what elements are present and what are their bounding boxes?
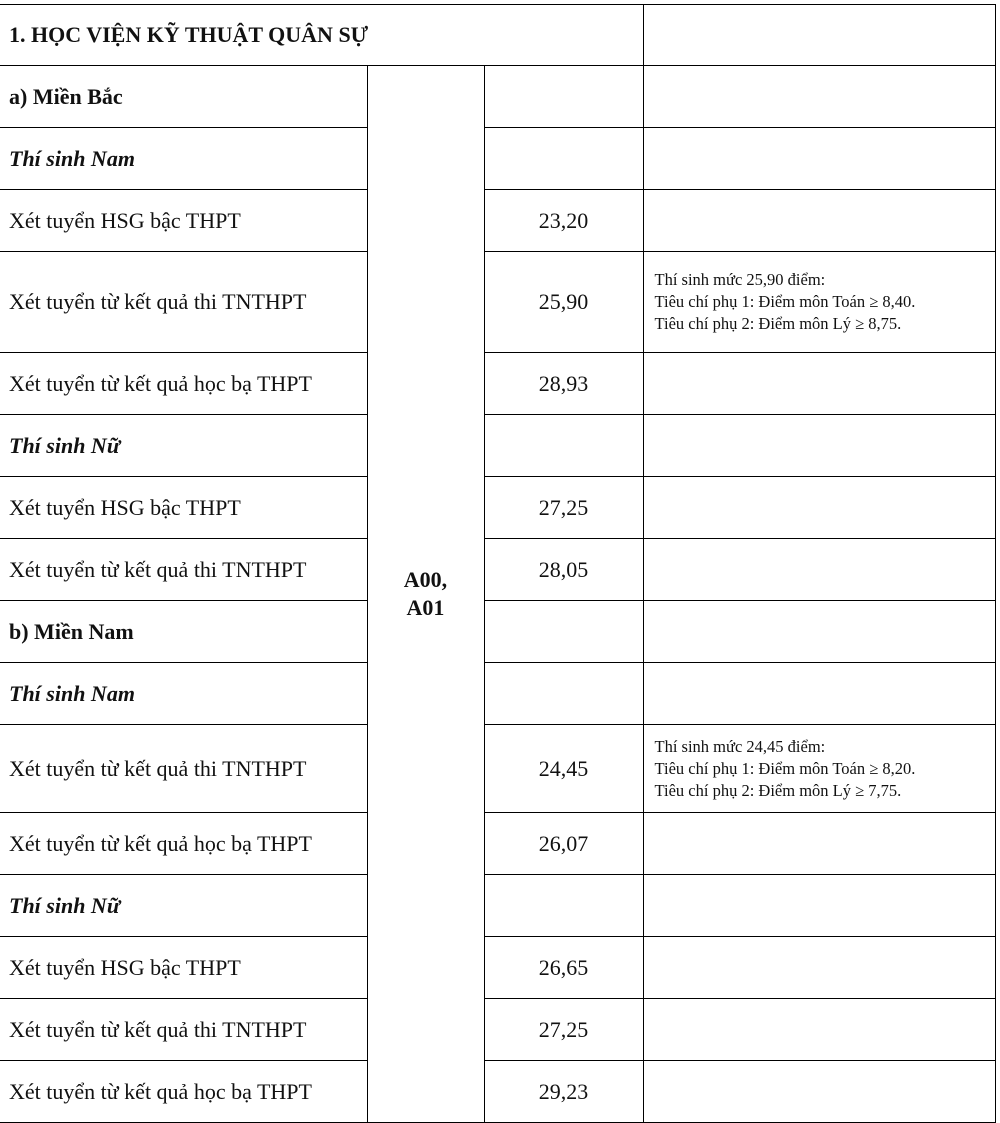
note-cell [643, 66, 995, 128]
admission-method-label: Xét tuyển từ kết quả học bạ THPT [0, 353, 367, 415]
score-cell [484, 66, 643, 128]
table-row [0, 353, 995, 415]
gender-label: Thí sinh Nam [0, 128, 367, 190]
table-row [0, 813, 995, 875]
note-cell [643, 415, 995, 477]
admission-method-label: Xét tuyển từ kết quả thi TNTHPT [0, 252, 367, 353]
note-cell [643, 353, 995, 415]
admission-method-label: Xét tuyển từ kết quả học bạ THPT [0, 813, 367, 875]
subject-group-line1: A00, [403, 567, 448, 592]
table-row [0, 190, 995, 252]
title-row [0, 5, 995, 66]
table-body [0, 5, 995, 1123]
note-cell [643, 128, 995, 190]
score-cell: 26,07 [484, 813, 643, 875]
score-cell [484, 415, 643, 477]
note-cell [643, 663, 995, 725]
region-label: b) Miền Nam [0, 601, 367, 663]
admission-method-label: Xét tuyển từ kết quả thi TNTHPT [0, 725, 367, 813]
gender-label: Thí sinh Nữ [0, 415, 367, 477]
note-cell [643, 601, 995, 663]
admission-method-label: Xét tuyển HSG bậc THPT [0, 190, 367, 252]
note-cell [643, 477, 995, 539]
section-title: 1. HỌC VIỆN KỸ THUẬT QUÂN SỰ [0, 5, 643, 66]
table-row [0, 252, 995, 353]
admission-method-label: Xét tuyển HSG bậc THPT [0, 937, 367, 999]
admission-method-label: Xét tuyển từ kết quả học bạ THPT [0, 1061, 367, 1123]
note-line: Thí sinh mức 25,90 điểm: [654, 270, 826, 289]
note-cell [643, 875, 995, 937]
note-cell [643, 937, 995, 999]
table-row [0, 128, 995, 190]
score-cell: 24,45 [484, 725, 643, 813]
admission-method-label: Xét tuyển HSG bậc THPT [0, 477, 367, 539]
score-cell: 29,23 [484, 1061, 643, 1123]
score-cell: 28,93 [484, 353, 643, 415]
admission-method-label: Xét tuyển từ kết quả thi TNTHPT [0, 539, 367, 601]
gender-label: Thí sinh Nữ [0, 875, 367, 937]
note-cell [643, 813, 995, 875]
table-row [0, 875, 995, 937]
table-row [0, 725, 995, 813]
score-cell: 28,05 [484, 539, 643, 601]
region-label: a) Miền Bắc [0, 66, 367, 128]
table-row [0, 66, 995, 128]
note-line: Tiêu chí phụ 2: Điểm môn Lý ≥ 8,75. [654, 314, 902, 333]
score-cell: 25,90 [484, 252, 643, 353]
table-row [0, 1061, 995, 1123]
table-row [0, 539, 995, 601]
table-row [0, 601, 995, 663]
score-cell: 26,65 [484, 937, 643, 999]
note-line: Tiêu chí phụ 1: Điểm môn Toán ≥ 8,40. [654, 292, 916, 311]
admission-method-label: Xét tuyển từ kết quả thi TNTHPT [0, 999, 367, 1061]
score-cell [484, 663, 643, 725]
subject-group-line2: A01 [406, 595, 445, 620]
admission-score-table [0, 4, 996, 1123]
score-cell: 27,25 [484, 477, 643, 539]
score-cell [484, 601, 643, 663]
note-cell [643, 190, 995, 252]
table-row [0, 937, 995, 999]
subject-group-cell [367, 66, 484, 1123]
note-cell [643, 252, 995, 353]
note-cell [643, 539, 995, 601]
score-cell: 27,25 [484, 999, 643, 1061]
title-note-cell [643, 5, 995, 66]
note-line: Tiêu chí phụ 1: Điểm môn Toán ≥ 8,20. [654, 758, 916, 778]
note-cell [643, 725, 995, 813]
score-cell [484, 128, 643, 190]
note-line: Tiêu chí phụ 2: Điểm môn Lý ≥ 7,75. [654, 780, 902, 800]
table-row [0, 415, 995, 477]
note-line: Thí sinh mức 24,45 điểm: [654, 736, 826, 756]
table-row [0, 477, 995, 539]
gender-label: Thí sinh Nam [0, 663, 367, 725]
note-cell [643, 1061, 995, 1123]
note-cell [643, 999, 995, 1061]
score-cell [484, 875, 643, 937]
table-row [0, 663, 995, 725]
table-row [0, 999, 995, 1061]
score-cell: 23,20 [484, 190, 643, 252]
